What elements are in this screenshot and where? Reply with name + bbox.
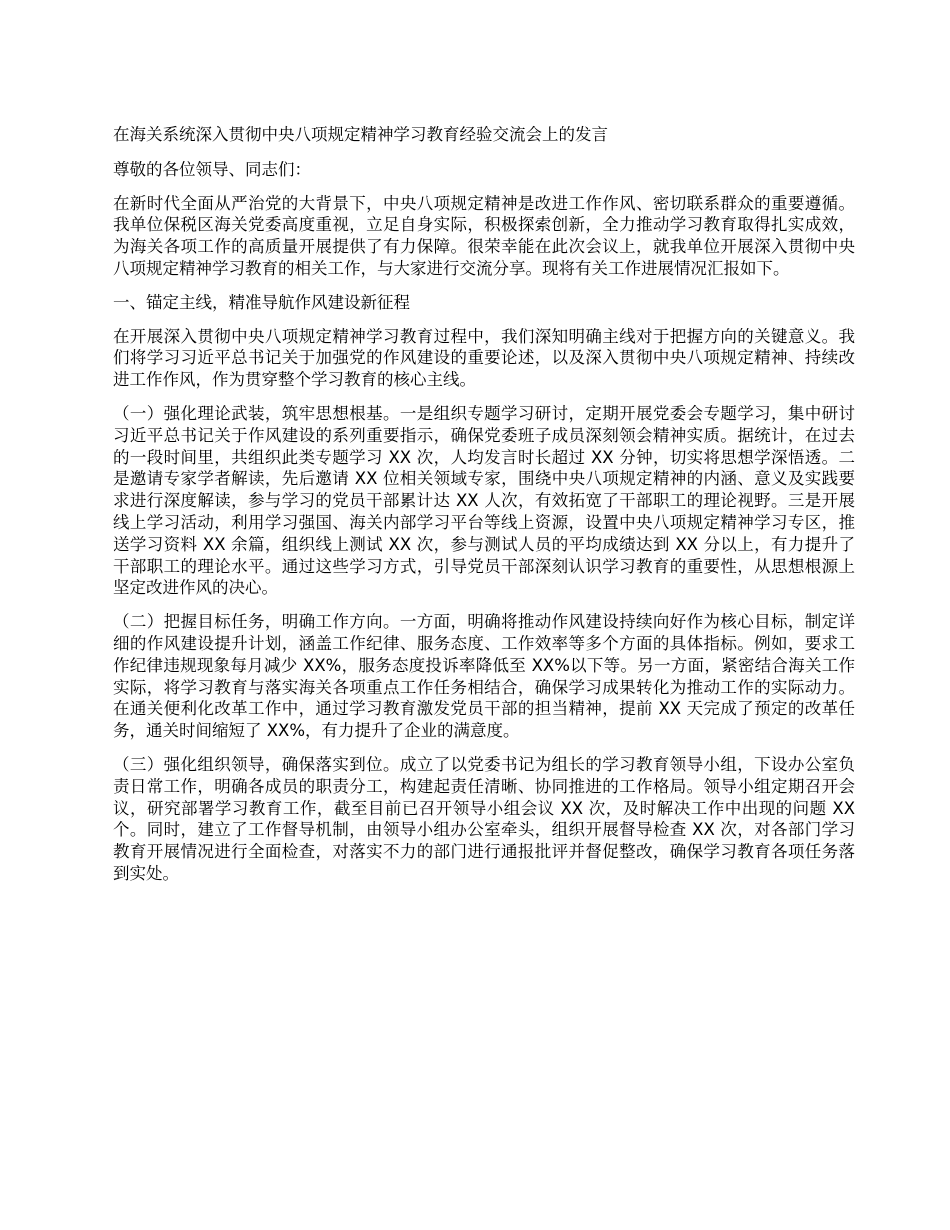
intro-paragraph: 在新时代全面从严治党的大背景下，中央八项规定精神是改进工作作风、密切联系群众的重要遵循。我单位保税区海关党委高度重视，立足自身实际，积极探索创新，全力推动学习教育取得扎实成效，为海关各项工作的高质量开展提供了有力保障。很荣幸能在此次会议上，就我单位开展深入贯彻中央八项规定精神学习教育的相关工作，与大家进行交流分享。现将有关工作进展情况汇报如下。 — [113, 193, 855, 278]
document-body — [113, 124, 855, 897]
point-two-paragraph: （二）把握目标任务，明确工作方向。一方面，明确将推动作风建设持续向好作为核心目标，制定详细的作风建设提升计划，涵盖工作纪律、服务态度、工作效率等多个方面的具体指标。例如，要求工作纪律违规现象每月减少 XX%，服务态度投诉率降低至 XX%以下等。另一方面，紧密结合海关工作实际，将学习教育与落实海关各项重点工作任务相结合，确保学习成果转化为推动工作的实际动力。在通关便利化改革工作中，通过学习教育激发党员干部的担当精神，提前 XX 天完成了预定的改革任务，通关时间缩短了 XX%，有力提升了企业的满意度。 — [113, 612, 855, 741]
section-heading: 一、锚定主线，精准导航作风建设新征程 — [113, 292, 410, 312]
document-title: 在海关系统深入贯彻中央八项规定精神学习教育经验交流会上的发言 — [113, 125, 608, 144]
point-three-paragraph: （三）强化组织领导，确保落实到位。成立了以党委书记为组长的学习教育领导小组，下设办公室负责日常工作，明确各成员的职责分工，构建起责任清晰、协同推进的工作格局。领导小组定期召开会议，研究部署学习教育工作，截至目前已召开领导小组会议 XX 次，及时解决工作中出现的问题 XX 个。同时，建立了工作督导机制，由领导小组办公室牵头，组织开展督导检查 XX 次，对各部门学习教育开展情况进行全面检查，对落实不力的部门进行通报批评并督促整改，确保学习教育各项任务落到实处。 — [113, 754, 855, 883]
salutation: 尊敬的各位领导、同志们： — [113, 159, 311, 179]
section-intro-paragraph: 在开展深入贯彻中央八项规定精神学习教育过程中，我们深知明确主线对于把握方向的关键意义。我们将学习习近平总书记关于加强党的作风建设的重要论述，以及深入贯彻中央八项规定精神、持续改进工作作风，作为贯穿整个学习教育的核心主线。 — [113, 326, 855, 390]
point-one-paragraph: （一）强化理论武装，筑牢思想根基。一是组织专题学习研讨，定期开展党委会专题学习，集中研讨习近平总书记关于作风建设的系列重要指示，确保党委班子成员深刻领会精神实质。据统计，在过去的一段时间里，共组织此类专题学习 XX 次，人均发言时长超过 XX 分钟，切实将思想学深悟透。二是邀请专家学者解读，先后邀请 XX 位相关领域专家，围绕中央八项规定精神的内涵、意义及实践要求进行深度解读，参与学习的党员干部累计达 XX 人次，有效拓宽了干部职工的理论视野。三是开展线上学习活动，利用学习强国、海关内部学习平台等线上资源，设置中央八项规定精神学习专区，推送学习资料 XX 余篇，组织线上测试 XX 次，参与测试人员的平均成绩达到 XX 分以上，有力提升了干部职工的理论水平。通过这些学习方式，引导党员干部深刻认识学习教育的重要性，从思想根源上坚定改进作风的决心。 — [113, 403, 855, 598]
